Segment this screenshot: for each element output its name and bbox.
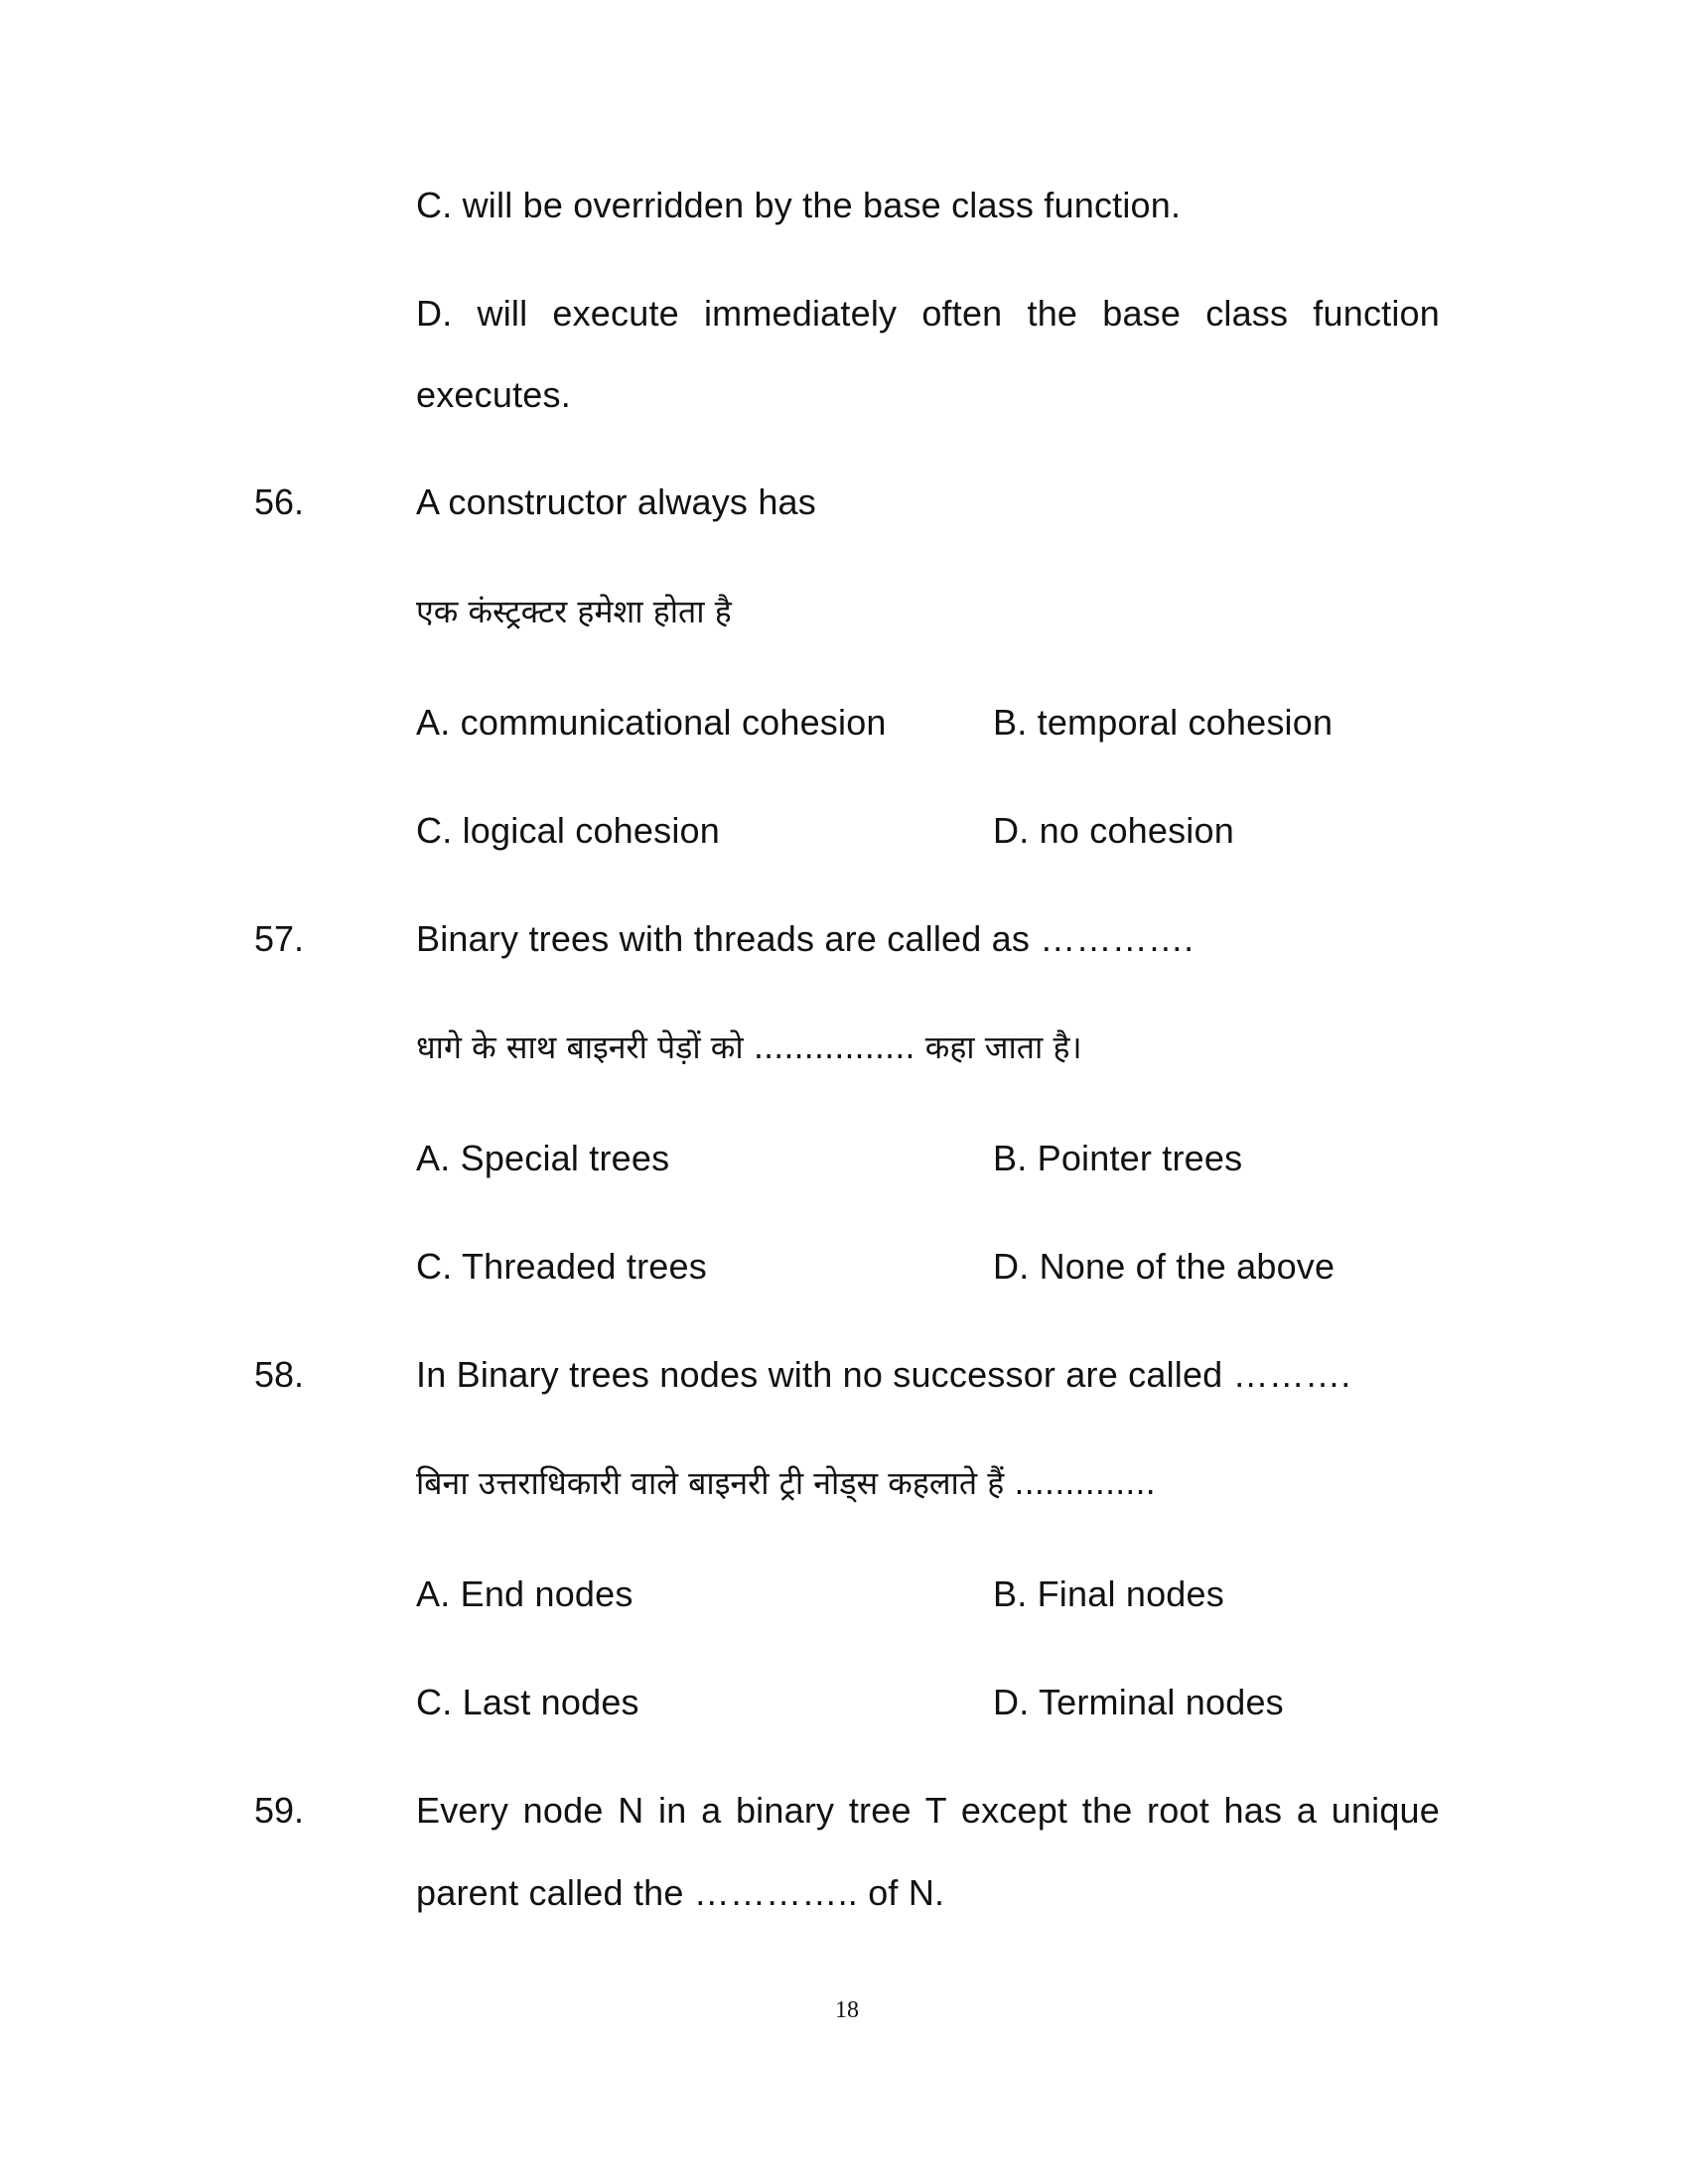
question-number: 56.: [254, 481, 305, 522]
option-d: D. Terminal nodes: [993, 1682, 1284, 1722]
q55-option-c: C. will be overridden by the base class function.: [416, 185, 1182, 225]
option-c: C. Threaded trees: [416, 1246, 707, 1287]
option-c: C. logical cohesion: [416, 810, 720, 851]
option-d: D. no cohesion: [993, 810, 1234, 851]
option-a: A. communicational cohesion: [416, 702, 887, 743]
question-text: A constructor always has: [416, 481, 816, 522]
option-b: B. Final nodes: [993, 1573, 1224, 1614]
q55-option-d-line2: executes.: [416, 374, 571, 415]
page-number: 18: [835, 1997, 859, 2023]
option-c: C. Last nodes: [416, 1682, 639, 1722]
option-b: B. Pointer trees: [993, 1138, 1243, 1178]
option-b: B. temporal cohesion: [993, 702, 1334, 743]
question-text-line2: parent called the ………….. of N.: [416, 1872, 945, 1913]
question-text-hindi: बिना उत्तराधिकारी वाले बाइनरी ट्री नोड्स कहलाते हैं ..............: [416, 1464, 1156, 1502]
option-d: D. None of the above: [993, 1246, 1336, 1287]
option-a: A. Special trees: [416, 1138, 670, 1178]
question-text-line1: Every node N in a binary tree T except the root has a unique: [416, 1790, 1440, 1831]
question-number: 59.: [254, 1790, 305, 1831]
question-number: 57.: [254, 918, 305, 959]
question-text-hindi: एक कंस्ट्रक्टर हमेशा होता है: [416, 593, 732, 630]
q55-option-d-line1: D. will execute immediately often the base class function: [416, 293, 1440, 334]
question-number: 58.: [254, 1354, 305, 1395]
question-text-hindi: धागे के साथ बाइनरी पेड़ों को ................ कहा जाता है।: [416, 1028, 1082, 1066]
question-text: In Binary trees nodes with no successor are called ……….: [416, 1354, 1351, 1395]
option-a: A. End nodes: [416, 1573, 633, 1614]
question-text: Binary trees with threads are called as ………….: [416, 918, 1195, 959]
